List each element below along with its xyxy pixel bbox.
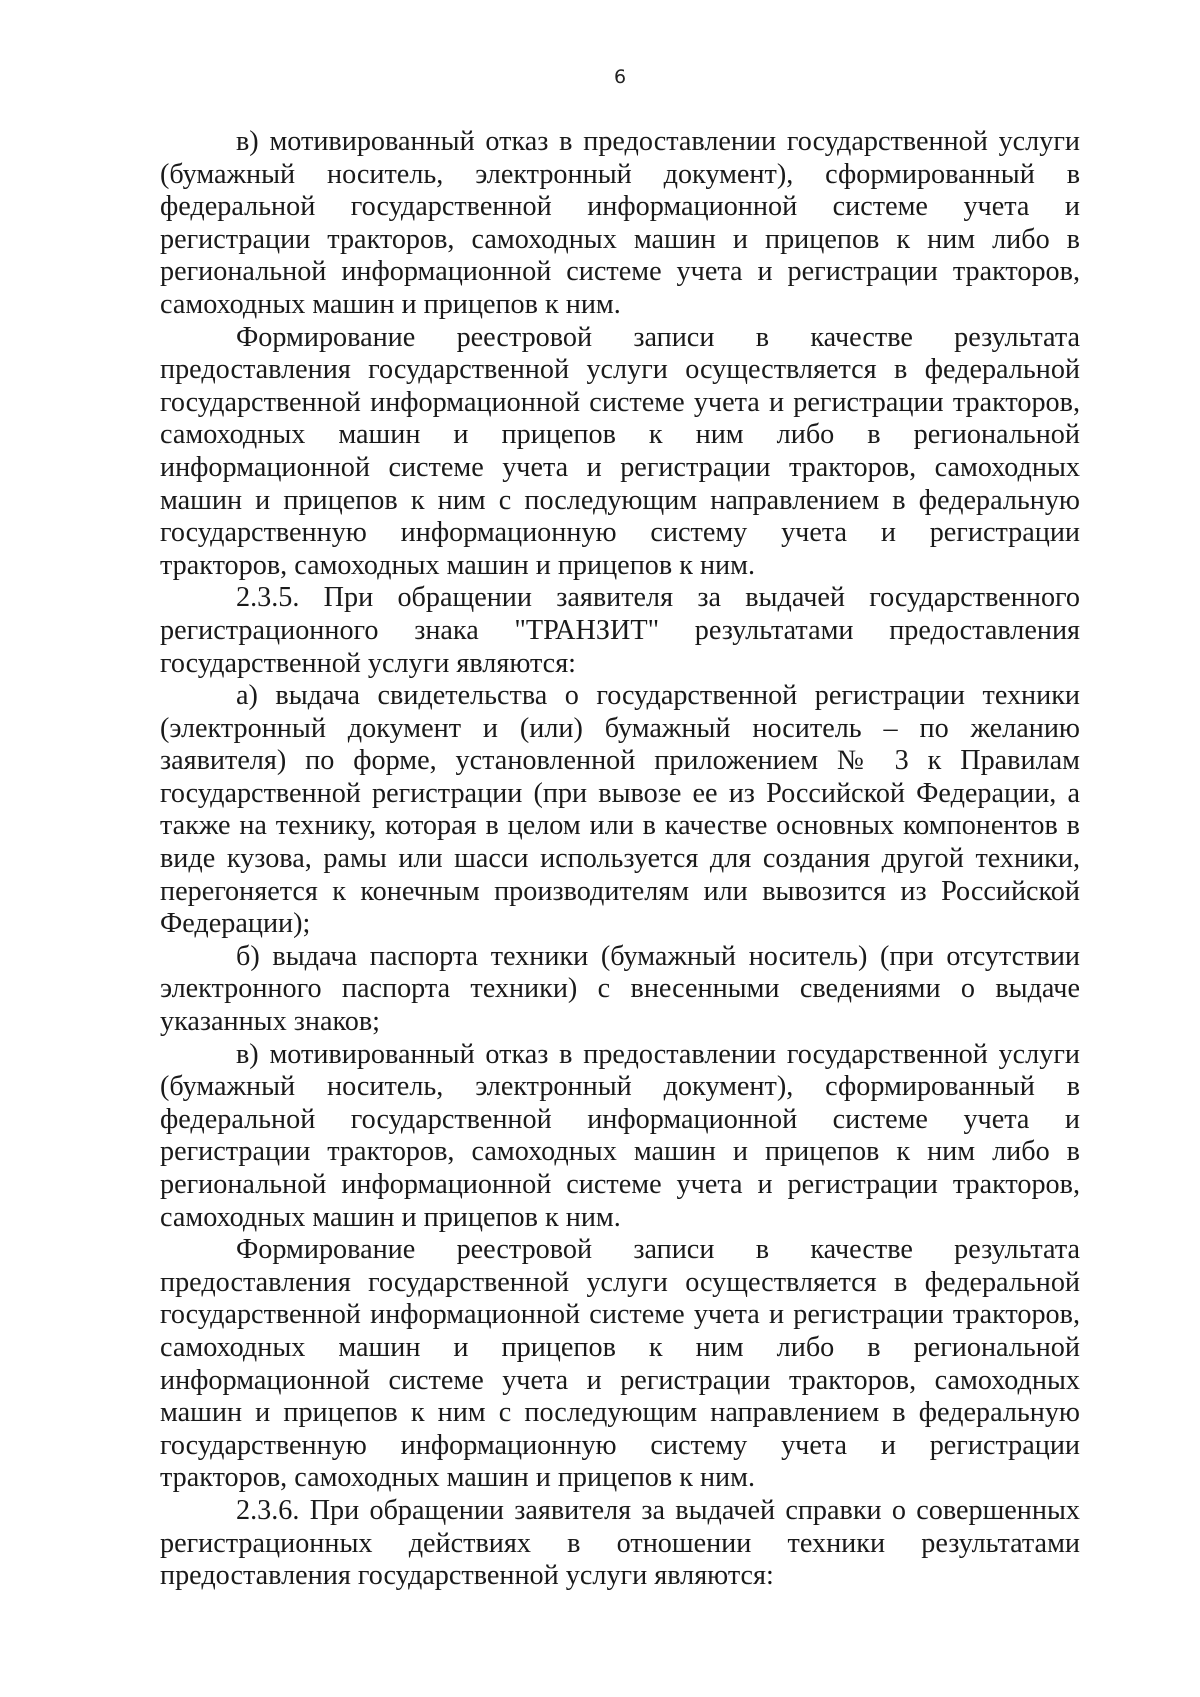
page-number: 6 [613,66,627,88]
paragraph-registry-record-2: Формирование реестровой записи в качестве результата предоставления государственной услуги осуществляется в федеральной государственной информационной системе учета и регистрации тракторов, самоходных машин и прицепов к ним либо в региональной информационной системе учета и регистрации тракторов, самоходных машин и прицепов к ним с последующим направлением в федеральную государственную информационную систему учета и регистрации тракторов, самоходных машин и прицепов к ним. [160,1234,1080,1494]
paragraph-registry-record-1: Формирование реестровой записи в качестве результата предоставления государственной услуги осуществляется в федеральной государственной информационной системе учета и регистрации тракторов, самоходных машин и прицепов к ним либо в региональной информационной системе учета и регистрации тракторов, самоходных машин и прицепов к ним с последующим направлением в федеральную государственную информационную систему учета и регистрации тракторов, самоходных машин и прицепов к ним. [160,321,1080,581]
paragraph-refusal-2: в) мотивированный отказ в предоставлении государственной услуги (бумажный носитель, электронный документ), сформированный в федеральной государственной информационной системе учета и регистрации тракторов, самоходных машин и прицепов к ним либо в региональной информационной системе учета и регистрации тракторов, самоходных машин и прицепов к ним. [160,1038,1080,1233]
paragraph-refusal-1: в) мотивированный отказ в предоставлении государственной услуги (бумажный носитель, электронный документ), сформированный в федеральной государственной информационной системе учета и регистрации тракторов, самоходных машин и прицепов к ним либо в региональной информационной системе учета и регистрации тракторов, самоходных машин и прицепов к ним. [160,126,1080,320]
paragraph-item-b: б) выдача паспорта техники (бумажный носитель) (при отсутствии электронного паспорта техники) с внесенными сведениями о выдаче указанных знаков; [160,940,1080,1038]
document-body [160,126,1080,1593]
paragraph-section-2-3-6: 2.3.6. При обращении заявителя за выдачей справки о совершенных регистрационных действиях в отношении техники результатами предоставления государственной услуги являются: [160,1494,1080,1592]
paragraph-item-a: а) выдача свидетельства о государственной регистрации техники (электронный документ и (или) бумажный носитель – по желанию заявителя) по форме, установленной приложением № 3 к Правилам государственной регистрации (при вывозе ее из Российской Федерации, а также на технику, которая в целом или в качестве основных компонентов в виде кузова, рамы или шасси используется для создания другой техники, перегоняется к конечным производителям или вывозится из Российской Федерации); [160,680,1080,940]
paragraph-section-2-3-5: 2.3.5. При обращении заявителя за выдачей государственного регистрационного знака "ТРАНЗИТ" результатами предоставления государственной услуги являются: [160,582,1080,679]
